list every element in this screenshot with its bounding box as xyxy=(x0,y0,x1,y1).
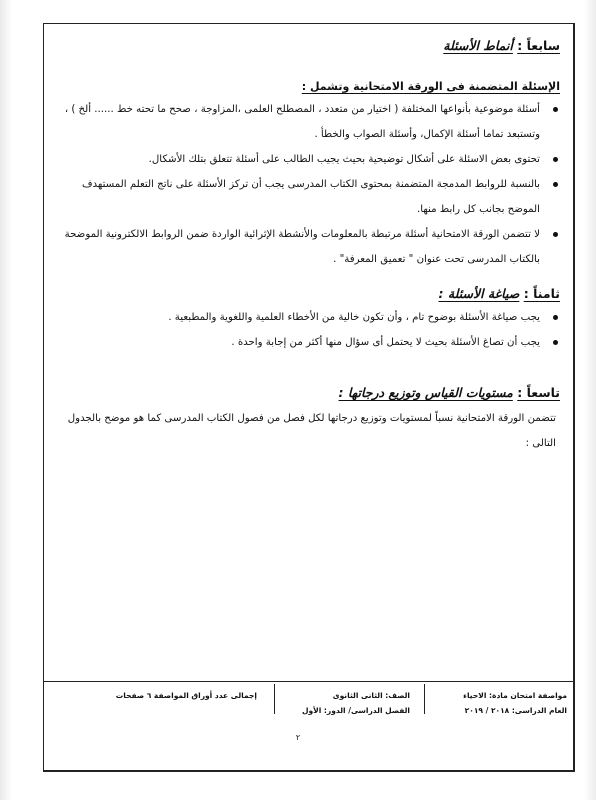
page-border-bottom xyxy=(43,770,575,772)
footer-subject: مواصفة امتحان مادة: الاحياء xyxy=(463,691,567,700)
footer-separator xyxy=(274,684,275,714)
document-footer xyxy=(43,684,575,732)
list-item: يجب صياغة الأسئلة بوضوح تام ، وأن تكون خالية من الأخطاء العلمية واللغوية والمطبعية . xyxy=(60,305,560,330)
bullet-icon xyxy=(553,157,558,162)
list-item: لا تتضمن الورقة الامتحانية أسئلة مرتبطة بالمعلومات والأنشطة الإثرائية الواردة ضمن الروابط الالكترونية الموضحة بالكتاب المدرسى تحت عنوان " تعميق المعرفة" . xyxy=(60,222,560,272)
footer-grade-block xyxy=(302,688,410,718)
section-8-title: صياغة الأسئلة : xyxy=(438,286,520,301)
document-body xyxy=(60,38,560,456)
section-8-heading xyxy=(60,286,560,301)
footer-term: الفصل الدراسى/ الدور: الأول xyxy=(301,706,410,715)
bullet-icon xyxy=(553,232,558,237)
bullet-icon xyxy=(553,340,558,345)
footer-year: العام الدراسى: ٢٠١٨ / ٢٠١٩ xyxy=(464,706,567,715)
section-9-title: مستويات القياس وتوزيع درجاتها : xyxy=(338,385,513,400)
section-9-paragraph: تتضمن الورقة الامتحانية نسباً لمستويات وتوزيع درجاتها لكل فصل من فصول الكتاب المدرسى كما هو موضح بالجدول التالى : xyxy=(67,413,556,449)
list-item: تحتوى بعض الاسئلة على أشكال توضيحية بحيث يجيب الطالب على أسئلة تتعلق بتلك الأشكال. xyxy=(60,147,560,172)
list-item: يجب أن تصاغ الأسئلة بحيث لا يحتمل أى سؤال منها أكثر من إجابة واحدة . xyxy=(60,330,560,355)
section-9-heading xyxy=(60,385,560,400)
footer-subject-block xyxy=(463,688,567,718)
section-7-title: أنماط الأسئلة xyxy=(443,38,513,53)
section-7-intro: الإسئلة المتضمنة فى الورقة الامتحانية وتشمل : xyxy=(301,80,560,93)
page-number: ٢ xyxy=(295,733,301,742)
footer-pages-block xyxy=(116,688,257,703)
list-item: أسئلة موضوعية بأنواعها المختلفة ( اختيار من متعدد ، المصطلح العلمى ،المزاوجة ، صحح ما تحته خط ...... ألخ ) ، وتستبعد تماما أسئلة الإكمال، وأسئلة الصواب والخطأ . xyxy=(60,97,560,147)
list-item: بالنسبة للروابط المدمجة المتضمنة بمحتوى الكتاب المدرسى يجب أن تركز الأسئلة على ناتج التعلم المستهدف الموضح بجانب كل رابط منها. xyxy=(60,172,560,222)
section-8-label: ثامناً : xyxy=(523,286,560,301)
bullet-icon xyxy=(553,182,558,187)
footer-grade: الصف: الثانى الثانوى xyxy=(332,691,410,700)
section-7-list xyxy=(60,97,560,272)
bullet-icon xyxy=(553,107,558,112)
section-7-label: سابعاً : xyxy=(517,38,560,53)
section-9-label: تاسعاً : xyxy=(517,385,560,400)
bullet-icon xyxy=(553,315,558,320)
footer-top-rule xyxy=(43,681,575,682)
section-8-list xyxy=(60,305,560,355)
footer-separator xyxy=(424,684,425,714)
section-7-heading xyxy=(60,38,560,53)
footer-total-pages: إجمالى عدد أوراق المواصفة ٦ صفحات xyxy=(115,691,257,700)
